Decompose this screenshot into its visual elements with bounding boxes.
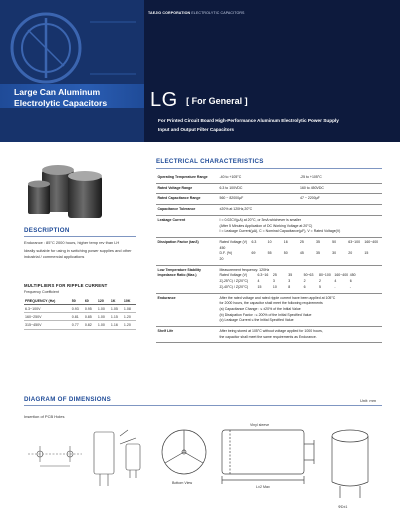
capacitor-side-sketch: [94, 430, 140, 486]
ripple-current-title: MULTIPLIERS FOR RIPPLE CURRENT: [24, 283, 108, 288]
header-banner: [0, 0, 400, 142]
table-row: Operating Temperature Range -40 to +105°C -25 to +105°C: [156, 173, 382, 183]
table-row: Leakage Current I = 0.02CV(µA) at 20°C, or 3mA whichever is smaller (After 5 Minutes Application of DC Working Voltage at 20°C) I = Leakage Current(µA), C = Nominal Capacitance(µF), V = Rated Voltage(V): [156, 215, 382, 237]
description-title: DESCRIPTION: [24, 227, 70, 234]
header-left-panel: [0, 0, 144, 142]
table-row: Dissipation Factor (tanδ) Rated Voltage (V) 6.3 10 16 25 35 50 63~100 160~400 450 D.F. (%) 69 55 50 45 35 30 20 15 20: [156, 237, 382, 265]
sleeve-label: Vinyl sleeve: [250, 423, 270, 427]
table-header-row: FREQUENCY (Hz) 50 60 120 1K 10K: [24, 297, 136, 305]
diameter-label: ΦD±1: [338, 505, 348, 509]
table-row: 315~450V 0.77 0.82 1.00 1.16 1.20: [24, 321, 136, 329]
electrical-divider: [156, 168, 382, 169]
series-code: LG: [150, 89, 178, 111]
table-row: Low Temperature Stability Impedance Ratio (Max.) Measurement frequency: 120Hz Rated Voltage (V) 6.3~16 25 35 50~63 80~100 160~400 450 Z(-25°C) / Z(20°C) 4 3 3 2 2 4 6 Z(-40°C) / Z(20°C) 15 10 8 6 5 - -: [156, 265, 382, 293]
series-description: For Printed Circuit Board High-Performance Aluminum Electrolytic Power Supply Input and Output Filter Capacitors: [158, 118, 339, 132]
end-view-drawing: [332, 430, 368, 498]
company-emblem-icon: [6, 12, 138, 84]
description-text: Endurance : 85°C 2000 hours, higher temp rev than LH Ideally suitable for using in switching power supplies and other industrial / commercial applications: [24, 240, 132, 259]
table-row: Endurance After the rated voltage and rated ripple current have been applied at 105°C for 2000 hours, the capacitor shall meet the following requirements (a) Capacitance Change : ≤ ±20% of the Initial Value (b) Dissipation Factor : ≤ 200% of the Initial Specified Value (c) Leakage Current ≤ the Initial Specified Value: [156, 293, 382, 327]
ripple-current-subtitle: Frequency Coefficient: [24, 290, 59, 294]
bottom-view-drawing: [162, 430, 206, 474]
series-heading: [150, 89, 248, 112]
dimension-diagram: [24, 418, 382, 514]
bottom-view-label: Bottom View: [172, 481, 193, 485]
table-row: Rated Capacitance Range 560 ~ 82000µF 47 ~ 2200µF: [156, 194, 382, 205]
pcb-hole-drawing: [28, 446, 82, 466]
table-row: Shelf Life After being stored at 105°C without voltage applied for 1000 hours, the capacitor shall meet the same requirements as Endurance.: [156, 327, 382, 343]
company-name: TAEJIO CORPORATION ELECTROLYTIC CAPACITORS: [148, 11, 245, 15]
electrical-characteristics-title: ELECTRICAL CHARACTERISTICS: [156, 158, 264, 165]
description-divider: [24, 236, 136, 237]
capacitor-body-drawing: [222, 430, 314, 484]
product-title: Large Can Aluminum Electrolytic Capacitors: [14, 87, 108, 108]
series-type: [ For General ]: [186, 95, 248, 106]
ripple-multiplier-table: [24, 297, 136, 330]
dimensions-divider: [24, 405, 382, 406]
dimensions-title: DIAGRAM OF DIMENSIONS: [24, 396, 112, 403]
pcb-holes-label: Insertion of PCB Holes: [24, 414, 65, 419]
table-row: Rated Voltage Range 6.3 to 100VDC 160 to 450VDC: [156, 183, 382, 194]
electrical-characteristics-table: [156, 173, 382, 343]
length-label: L±2 Max: [256, 485, 270, 489]
capacitor-product-image: [24, 162, 114, 220]
table-row: 6.3~100V 0.93 0.95 1.00 1.05 1.08: [24, 305, 136, 313]
table-row: 160~250V 0.81 0.85 1.00 1.15 1.20: [24, 313, 136, 321]
table-row: Capacitance Tolerance ±20% at 120Hz,20°C: [156, 205, 382, 216]
dimensions-unit: Unit: mm: [360, 398, 376, 403]
